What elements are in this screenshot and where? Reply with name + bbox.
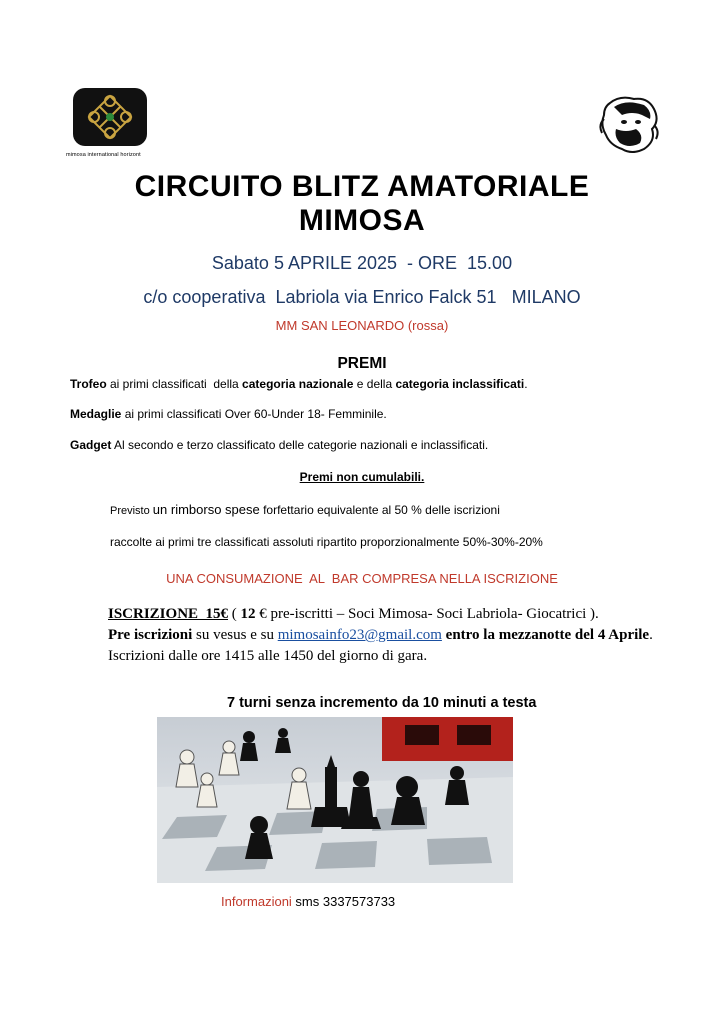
rimborso-line1	[110, 502, 500, 517]
iscrizione-text-3: su vesus e su	[192, 627, 278, 643]
iscrizione-block	[108, 604, 668, 667]
prize-gadget	[70, 438, 488, 452]
event-metro: MM SAN LEONARDO (rossa)	[275, 318, 449, 333]
trofeo-text-1: ai primi classificati della	[106, 377, 243, 391]
info-label: Informazioni	[221, 894, 292, 909]
rimborso-w1: Previsto	[110, 505, 153, 517]
trofeo-bold-1: categoria nazionale	[242, 377, 354, 391]
email-link[interactable]: mimosainfo23@gmail.com	[277, 627, 442, 643]
trofeo-bold-2: categoria inclassificati	[395, 377, 525, 391]
rimborso-w2: un rimborso spese	[152, 502, 260, 517]
prize-medaglie	[70, 407, 387, 421]
trofeo-text-3: .	[524, 377, 528, 391]
rimborso-w3: forfettario equivalente al 50 % delle iscrizioni	[259, 503, 500, 517]
gadget-text: Al secondo e terzo classificato delle categorie nazionali e inclassificati.	[111, 438, 489, 452]
gadget-label: Gadget	[70, 438, 112, 452]
rimborso-line2: raccolte ai primi tre classificati assoluti ripartito proporzionalmente 50%-30%-20%	[110, 535, 543, 549]
iscrizione-text-1: (	[228, 606, 241, 622]
trofeo-text-2: e della	[353, 377, 396, 391]
prize-trofeo	[70, 377, 528, 391]
medaglie-text: ai primi classificati Over 60-Under 18- Femminile.	[121, 407, 387, 421]
bar-notice: UNA CONSUMAZIONE AL BAR COMPRESA NELLA ISCRIZIONE	[166, 571, 558, 586]
event-date-time: Sabato 5 APRILE 2025 - ORE 15.00	[211, 253, 513, 273]
info-text: sms 3337573733	[291, 894, 396, 909]
medaglie-label: Medaglie	[70, 407, 122, 421]
page-title-line2: MIMOSA	[298, 204, 426, 237]
premi-non-cumulabili: Premi non cumulabili.	[299, 470, 425, 484]
iscrizione-label: ISCRIZIONE 15€	[108, 606, 229, 622]
premi-heading: PREMI	[337, 355, 387, 372]
page-title-line1: CIRCUITO BLITZ AMATORIALE	[134, 170, 590, 203]
trofeo-label: Trofeo	[70, 377, 107, 391]
event-venue: c/o cooperativa Labriola via Enrico Falck 51 MILANO	[143, 287, 581, 307]
iscrizione-deadline: entro la mezzanotte del 4 Aprile	[441, 627, 650, 643]
preiscrizioni-label: Pre iscrizioni	[108, 627, 193, 643]
mimosa-logo	[73, 88, 147, 146]
chess-photo	[157, 717, 513, 883]
iscrizione-text-2: € pre-iscritti – Soci Mimosa- Soci Labriola- Giocatrici ).	[255, 606, 599, 622]
portrait-sketch	[596, 95, 662, 155]
iscrizione-text-4: . Iscrizioni dalle ore 1415 alle 1450 del giorno di gara.	[108, 627, 653, 664]
info-line	[221, 894, 395, 909]
endless-knot-icon	[73, 88, 147, 146]
turni-info: 7 turni senza incremento da 10 minuti a testa	[227, 695, 537, 711]
logo-caption: mimosa international horizont	[66, 152, 141, 158]
iscrizione-prezzo: 12	[240, 606, 256, 622]
